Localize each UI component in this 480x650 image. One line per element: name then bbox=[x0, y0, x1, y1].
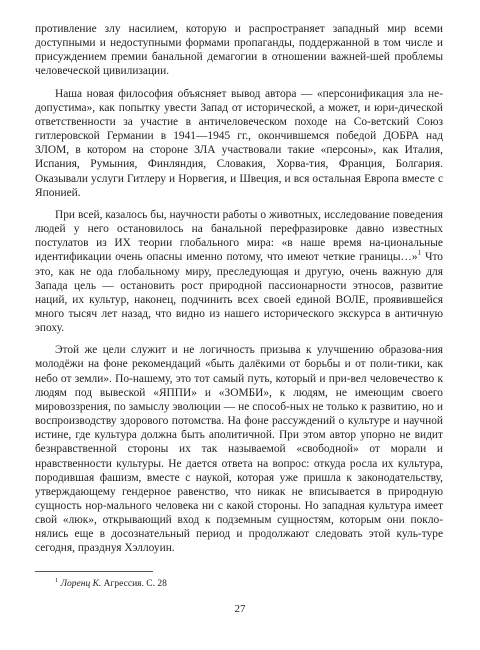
footnote bbox=[55, 578, 167, 590]
paragraph-3-text-before: При всей, казалось бы, научности работы о животных, исследование поведения людей у него остановилось на банальной перефразировке давно известных постулатов из ИХ теории глобального мира: «в наше время на-циональные идентификации очень опасны именно потому, что имеют четкие границы…» bbox=[35, 208, 443, 264]
paragraph-3 bbox=[35, 208, 443, 335]
paragraph-2: Наша новая философия объясняет вывод автора — «персонификация зла не-допустима», как попытку увести Запад от исторической, а может, и юри-дической ответственности за участие в античеловеческом походе на Со-ветский Союз гитлеровской Германии в 1941—1945 гг., окончившемся победой ДОБРА над ЗЛОМ, в котором на стороне ЗЛА участвовали такие «персоны», как Италия, Испания, Румыния, Финляндия, Словакия, Хорва-тия, Франция, Болгария. Оказывали услуги Гитлеру и Норвегия, и Швеция, и вся остальная Европа вместе с Японией. bbox=[35, 87, 443, 199]
paragraph-3-text-after: Что это, как не ода глобальному миру, преследующая и другую, очень важную для Запада цель — остановить рост природной пассионарности этносов, развитие наций, их культур, наконец, подчинить всех своей единой ВОЛЕ, проявившейся много тысяч лет назад, что видно из нашего исторического экскурса в античную эпоху. bbox=[35, 251, 443, 335]
footnote-divider bbox=[35, 571, 153, 572]
footnote-text: Агрессия. С. 28 bbox=[101, 579, 167, 589]
page-number: 27 bbox=[234, 603, 246, 615]
footnote-reference[interactable]: 1 bbox=[417, 249, 422, 258]
footnote-marker: 1 bbox=[55, 576, 59, 584]
footnote-author: Лоренц К. bbox=[60, 579, 102, 589]
paragraph-1: противление злу насилием, которую и распространяет западный мир всеми доступными и недоступными формами пропаганды, поддержанной в том числе и присуждением премии банальной демагогии в отношении важней-шей проблемы человеческой цивилизации. bbox=[35, 23, 443, 78]
page-body bbox=[35, 22, 443, 564]
paragraph-4: Этой же цели служит и не логичность призыва к улучшению образова-ния молодёжи на фоне рекомендаций «быть далёкими от борьбы и от поли-тики, как небо от земли». По-нашему, это тот самый путь, который и при-вел человечество к людям под вывеской «ЯППИ» и «ЗОМБИ», к людям, не имеющим своего мировоззрения, по замыслу эволюции — не способ-ных не только к развитию, но и воспроизводству здорового потомства. На фоне рассуждений о культуре и научной истине, где культура должна быть аполитичной. При этом автор упорно не видит безнравственной стороны их так называемой «свободной» от морали и нравственности культуры. Не дается ответа на вопрос: откуда росла их культура, породившая фашизм, вместе с наукой, которая уже пришла к законодательству, утверждающему гендерное равенство, что никак не вписывается в природную сущность нор-мального человека ни с какой стороны. Но западная культура имеет свой «люк», открывающий вход к подземным сущностям, которым они покло-нялись еще в досознательный период и продолжают следовать этой куль-туре сегодня, празднуя Хэллоуин. bbox=[35, 344, 443, 555]
